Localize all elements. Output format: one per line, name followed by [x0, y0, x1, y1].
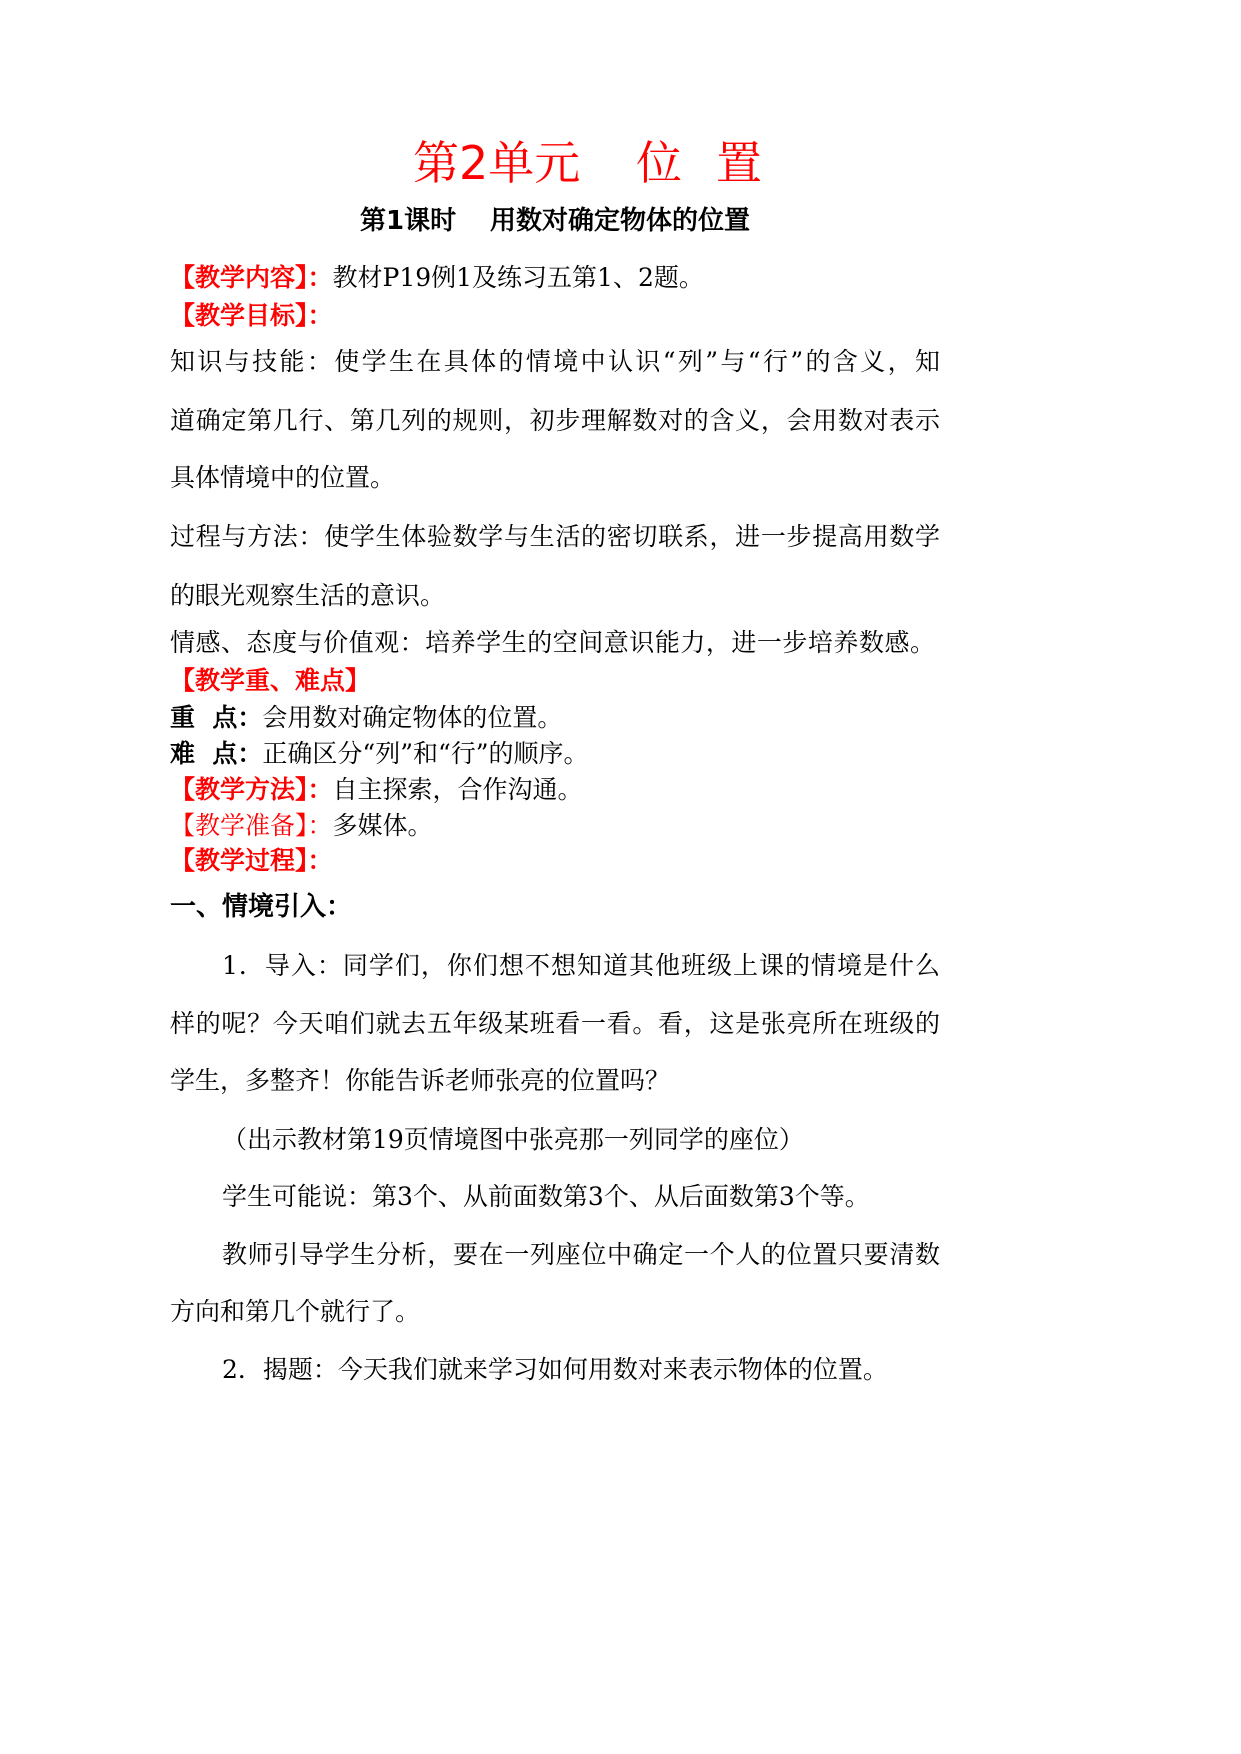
emotion-line: 情感、态度与价值观：培养学生的空间意识能力，进一步培养数感。: [170, 628, 935, 657]
unit-title: 第2单元: [413, 136, 581, 190]
key-difficult-label: 【教学重、难点】: [170, 666, 371, 695]
key-point-label: 重 点：: [170, 703, 263, 732]
teaching-goals-label: 【教学目标】：: [170, 301, 333, 330]
intro-line-1: 1．导入：同学们，你们想不想知道其他班级上课的情境是什么: [222, 951, 940, 980]
difficult-point-label: 难 点：: [170, 739, 263, 768]
process-line-2: 的眼光观察生活的意识。: [170, 581, 446, 610]
key-point-line: [170, 701, 940, 735]
knowledge-line-3: 具体情境中的位置。: [170, 463, 396, 492]
lesson-number: 第1课时: [360, 206, 457, 236]
teaching-content-text: 教材P19例1及练习五第1、2题。: [332, 263, 704, 292]
teaching-content-label: 【教学内容】：: [170, 263, 333, 292]
teaching-method-line: [170, 773, 940, 807]
teaching-preparation-line: [170, 809, 940, 843]
teacher-line-1: 教师引导学生分析，要在一列座位中确定一个人的位置只要清数: [222, 1240, 940, 1269]
knowledge-line-2: 道确定第几行、第几列的规则，初步理解数对的含义，会用数对表示: [170, 406, 940, 435]
student-answer: 学生可能说：第3个、从前面数第3个、从后面数第3个等。: [222, 1182, 870, 1211]
key-point-text: 会用数对确定物体的位置。: [262, 703, 563, 732]
teaching-content-line: [170, 261, 940, 295]
reveal-line: 2．揭题：今天我们就来学习如何用数对来表示物体的位置。: [222, 1355, 888, 1384]
teaching-method-text: 自主探索，合作沟通。: [332, 775, 583, 804]
unit-title-word-2: 置: [716, 136, 762, 190]
knowledge-line-1: 知识与技能：使学生在具体的情境中认识“列”与“行”的含义，知: [170, 347, 940, 376]
intro-line-3: 学生，多整齐！你能告诉老师张亮的位置吗？: [170, 1066, 671, 1095]
key-difficult-heading: [170, 664, 940, 698]
display-note: （出示教材第19页情境图中张亮那一列同学的座位）: [222, 1125, 804, 1154]
difficult-point-text: 正确区分“列”和“行”的顺序。: [262, 739, 589, 768]
teaching-preparation-label: 【教学准备】：: [170, 811, 333, 840]
teaching-process-label: 【教学过程】：: [170, 846, 333, 875]
lesson-topic: 用数对确定物体的位置: [490, 206, 751, 236]
teacher-line-2: 方向和第几个就行了。: [170, 1297, 421, 1326]
teaching-goals-heading: [170, 299, 940, 333]
teaching-process-heading: [170, 844, 940, 878]
section-1-heading: 一、情境引入：: [170, 892, 353, 922]
teaching-preparation-text: 多媒体。: [332, 811, 433, 840]
teaching-method-label: 【教学方法】：: [170, 775, 333, 804]
difficult-point-line: [170, 737, 940, 771]
process-line-1: 过程与方法：使学生体验数学与生活的密切联系，进一步提高用数学: [170, 522, 940, 551]
section-1-heading-line: [170, 890, 940, 924]
unit-title-word-1: 位: [636, 136, 682, 190]
intro-line-2: 样的呢？今天咱们就去五年级某班看一看。看，这是张亮所在班级的: [170, 1009, 940, 1038]
